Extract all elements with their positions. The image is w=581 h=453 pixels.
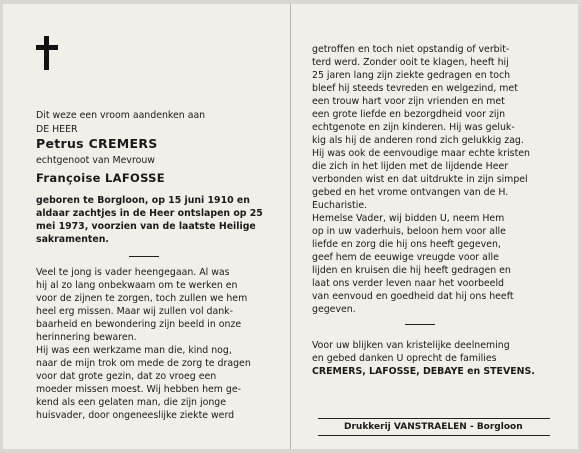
body-line: liefde en zorg die hij ons heeft gegeven, [312,239,501,250]
intro-line-1: Dit weze een vroom aandenken aan [36,110,206,121]
body-line: lijden en kruisen die hij heeft gedragen en [312,265,511,276]
body-line: een grote liefde en bezorgdheid voor zijn [312,109,506,120]
printer-credit-box [318,418,550,436]
thanks-line: en gebed danken U oprecht de families [312,353,497,364]
body-line: heel erg missen. Maar wij zullen vol dank- [36,306,233,317]
body-line: echtgenote en zijn kinderen. Hij was geluk- [312,122,515,133]
body-line: een trouw hart voor zijn vrienden en met [312,96,505,107]
body-line: Hij was ook de eenvoudige maar echte kristen [312,148,530,159]
body-line: bleef hij steeds tevreden en welgezind, met [312,83,518,94]
body-line: laat ons verder leven naar het voorbeeld [312,278,505,289]
body-line: op in uw vaderhuis, beloon hem voor alle [312,226,506,237]
body-line: hij al zo lang onbekwaam om te werken en [36,280,238,291]
birth-line: mei 1973, voorzien van de laatste Heilige [36,221,256,232]
latin-cross-icon [36,36,58,70]
body-line: 25 jaren lang zijn ziekte gedragen en toch [312,70,511,81]
body-line: van eenvoud en goedheid dat hij ons heeft [312,291,514,302]
spouse-label: echtgenoot van Mevrouw [36,155,155,166]
body-line: moeder missen moest. Wij hebben hem ge- [36,384,242,395]
body-line: verbonden wist en dat uitdrukte in zijn simpel [312,174,528,185]
body-line: herinnering bewaren. [36,332,137,343]
birth-line: geboren te Borgloon, op 15 juni 1910 en [36,195,250,206]
body-line: gebed en het vrome ontvangen van de H. [312,187,509,198]
birth-line: sakramenten. [36,234,109,245]
body-line: voor dat grote gezin, dat zo vroeg een [36,371,217,382]
fold-line [290,4,291,449]
body-line: Eucharistie. [312,200,368,211]
body-line: huisvader, door ongeneeslijke ziekte werd [36,410,235,421]
separator [405,324,435,325]
body-line: voor de zijnen te zorgen, toch zullen we hem [36,293,248,304]
body-line: kend als een gelaten man, die zijn jonge [36,397,226,408]
body-line: baarheid en bewondering zijn beeld in onze [36,319,242,330]
body-line: naar de mijn trok om mede de zorg te dragen [36,358,251,369]
body-line: kig als hij de anderen rond zich gelukkig zag. [312,135,524,146]
body-line: geef hem de eeuwige vreugde voor alle [312,252,499,263]
body-line: getroffen en toch niet opstandig of verbit- [312,44,510,55]
body-line: Veel te jong is vader heengegaan. Al was [36,267,230,278]
body-line: terd werd. Zonder ooit te klagen, heeft hij [312,57,509,68]
body-line: Hij was een werkzame man die, kind nog, [36,345,232,356]
separator [129,256,159,257]
body-line: die zich in het lijden met de lijdende Heer [312,161,509,172]
body-line: Hemelse Vader, wij bidden U, neem Hem [312,213,505,224]
spouse-name: Françoise LAFOSSE [36,171,165,185]
thanks-families: CREMERS, LAFOSSE, DEBAYE en STEVENS. [312,366,535,377]
printer-credit: Drukkerij VANSTRAELEN - Borgloon [344,422,523,432]
deceased-name: Petrus CREMERS [36,136,158,151]
intro-line-2: DE HEER [36,124,78,135]
birth-line: aldaar zachtjes in de Heer ontslapen op 25 [36,208,263,219]
body-line: gegeven. [312,304,356,315]
thanks-line: Voor uw blijken van kristelijke deelneming [312,340,510,351]
